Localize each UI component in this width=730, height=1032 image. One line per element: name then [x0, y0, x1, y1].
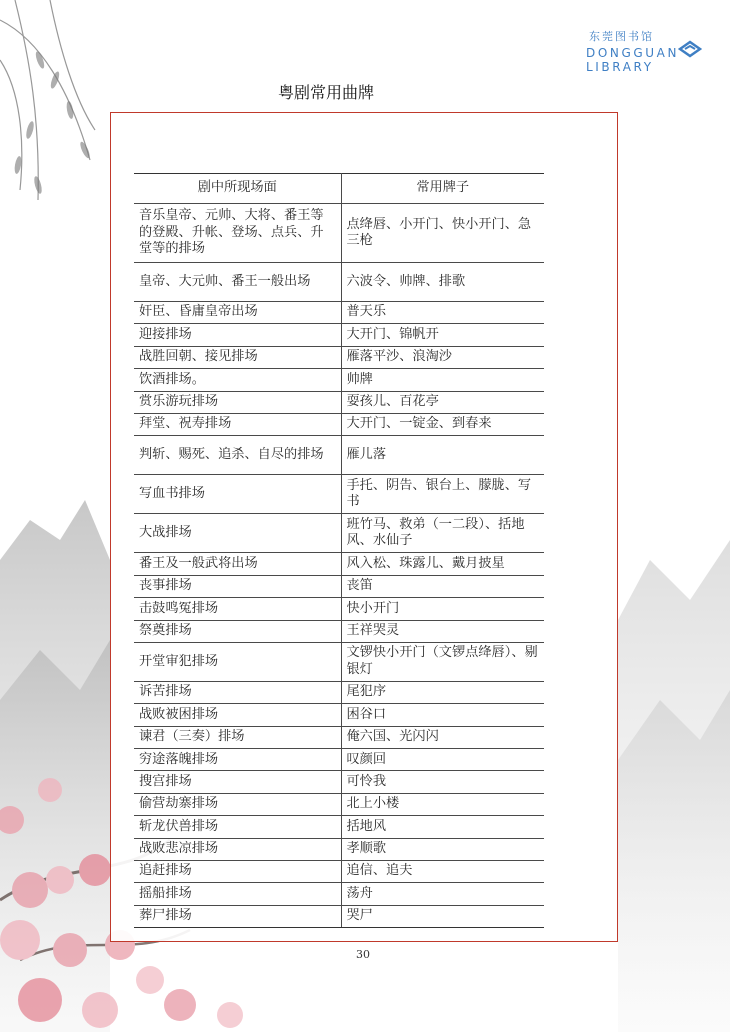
tunes-cell: 叹颜回: [341, 749, 544, 771]
scene-cell: 大战排场: [134, 514, 341, 553]
table-row: [134, 816, 544, 838]
scene-cell: 谏君（三奏）排场: [134, 726, 341, 748]
scene-cell: 写血书排场: [134, 475, 341, 514]
logo-english-line2: LIBRARY: [586, 60, 654, 74]
table-row: [134, 436, 544, 475]
header-tunes: 常用牌子: [341, 174, 544, 204]
table-row: [134, 514, 544, 553]
table-row: [134, 771, 544, 793]
tunes-cell: 王祥哭灵: [341, 620, 544, 642]
tunes-cell: 北上小楼: [341, 793, 544, 815]
table-row: [134, 263, 544, 302]
scene-cell: 战败被困排场: [134, 704, 341, 726]
header-scene: 剧中所现场面: [134, 174, 341, 204]
table-row: [134, 346, 544, 368]
table-row: [134, 726, 544, 748]
table-row: [134, 598, 544, 620]
table-row: [134, 642, 544, 681]
tunes-cell: 六波令、帅牌、排歌: [341, 263, 544, 302]
logo-english-line1: DONGGUAN: [586, 46, 680, 60]
table-row: [134, 681, 544, 703]
scene-cell: 皇帝、大元帅、番王一般出场: [134, 263, 341, 302]
tunes-cell: 荡舟: [341, 883, 544, 905]
table-row: [134, 620, 544, 642]
tunes-cell: 俺六国、光闪闪: [341, 726, 544, 748]
table-row: [134, 704, 544, 726]
tunes-cell: 雁落平沙、浪淘沙: [341, 346, 544, 368]
table-row: [134, 413, 544, 435]
tunes-cell: 文锣快小开门（文锣点绛唇）、剔银灯: [341, 642, 544, 681]
scene-cell: 祭奠排场: [134, 620, 341, 642]
table-row: [134, 391, 544, 413]
scene-cell: 开堂审犯排场: [134, 642, 341, 681]
tunes-cell: 困谷口: [341, 704, 544, 726]
page-number: 30: [356, 948, 370, 961]
table-row: [134, 793, 544, 815]
scene-cell: 赏乐游玩排场: [134, 391, 341, 413]
tunes-cell: 帅牌: [341, 369, 544, 391]
table-row: [134, 324, 544, 346]
tunes-cell: 雁儿落: [341, 436, 544, 475]
scene-cell: 迎接排场: [134, 324, 341, 346]
scene-cell: 饮酒排场。: [134, 369, 341, 391]
tunes-cell: 追信、追夫: [341, 861, 544, 883]
scene-cell: 番王及一般武将出场: [134, 553, 341, 575]
scene-cell: 追赶排场: [134, 861, 341, 883]
scene-cell: 音乐皇帝、元帅、大将、番王等的登殿、升帐、登场、点兵、升堂等的排场: [134, 204, 341, 263]
table-row: [134, 475, 544, 514]
tunes-cell: 哭尸: [341, 905, 544, 927]
table-row: [134, 575, 544, 597]
tunes-cell: 快小开门: [341, 598, 544, 620]
tune-table: [134, 173, 544, 928]
tunes-cell: 大开门、锦帆开: [341, 324, 544, 346]
scene-cell: 穷途落魄排场: [134, 749, 341, 771]
scene-cell: 拜堂、祝寿排场: [134, 413, 341, 435]
tunes-cell: 丧笛: [341, 575, 544, 597]
table-row: [134, 861, 544, 883]
tunes-cell: 风入松、珠露儿、戴月披星: [341, 553, 544, 575]
scene-cell: 诉苦排场: [134, 681, 341, 703]
tunes-cell: 尾犯序: [341, 681, 544, 703]
table-header-row: [134, 174, 544, 204]
table-row: [134, 204, 544, 263]
tunes-cell: 班竹马、救弟（一二段）、括地风、水仙子: [341, 514, 544, 553]
tunes-cell: 点绛唇、小开门、快小开门、急三枪: [341, 204, 544, 263]
tunes-cell: 可怜我: [341, 771, 544, 793]
scene-cell: 偷营劫寨排场: [134, 793, 341, 815]
table-row: [134, 838, 544, 860]
tunes-cell: 耍孩儿、百花亭: [341, 391, 544, 413]
scene-cell: 丧事排场: [134, 575, 341, 597]
scene-cell: 击鼓鸣冤排场: [134, 598, 341, 620]
scene-cell: 奸臣、昏庸皇帝出场: [134, 302, 341, 324]
tunes-cell: 普天乐: [341, 302, 544, 324]
scene-cell: 搜宫排场: [134, 771, 341, 793]
logo-chinese-name: 东莞图书馆: [589, 30, 654, 43]
book-logo-icon: [678, 39, 702, 59]
table-row: [134, 883, 544, 905]
page-title: 粤剧常用曲牌: [278, 83, 375, 102]
tunes-cell: 手托、阴告、银台上、朦胧、写书: [341, 475, 544, 514]
scene-cell: 战败悲凉排场: [134, 838, 341, 860]
library-logo: [586, 28, 706, 74]
tunes-cell: 括地风: [341, 816, 544, 838]
scene-cell: 判斩、赐死、追杀、自尽的排场: [134, 436, 341, 475]
table-row: [134, 369, 544, 391]
scene-cell: 葬尸排场: [134, 905, 341, 927]
scene-cell: 战胜回朝、接见排场: [134, 346, 341, 368]
table-row: [134, 302, 544, 324]
table-row: [134, 553, 544, 575]
table-row: [134, 905, 544, 927]
tunes-cell: 大开门、一锭金、到春来: [341, 413, 544, 435]
table-row: [134, 749, 544, 771]
scene-cell: 斩龙伏兽排场: [134, 816, 341, 838]
tunes-cell: 孝顺歌: [341, 838, 544, 860]
scene-cell: 摇船排场: [134, 883, 341, 905]
